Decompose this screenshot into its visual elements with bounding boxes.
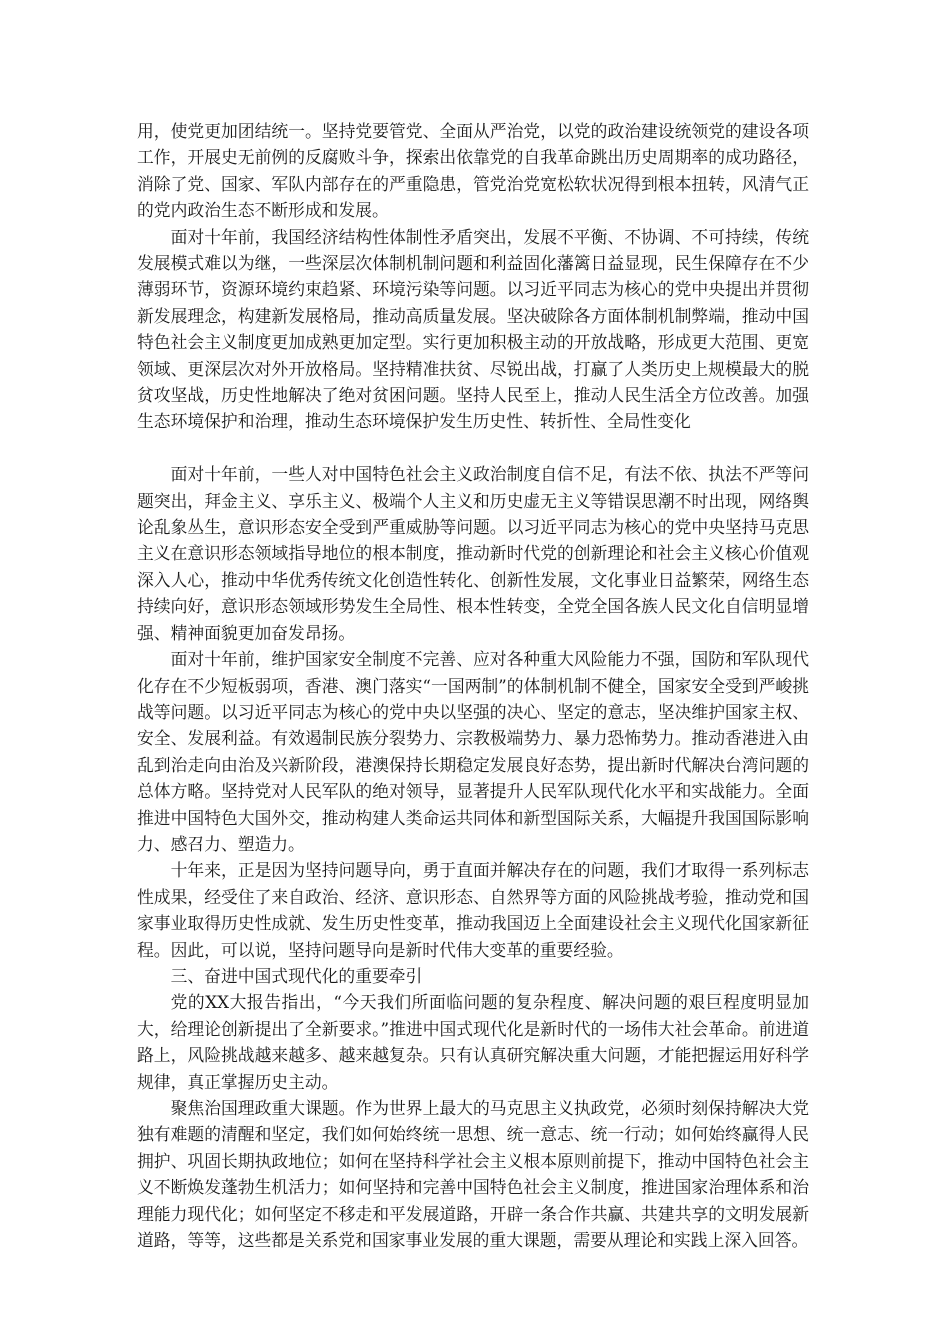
paragraph-summary: 十年来，正是因为坚持问题导向，勇于直面并解决存在的问题，我们才取得一系列标志性成果，经受住了来自政治、经济、意识形态、自然界等方面的风险挑战考验，推动党和国家事业取得历史性成就、发生历史性变革，推动我国迈上全面建设社会主义现代化国家新征程。因此，可以说，坚持问题导向是新时代伟大变革的重要经验。 [137, 860, 809, 960]
paragraph-ideology: 面对十年前，一些人对中国特色社会主义政治制度自信不足，有法不依、执法不严等问题突出，拜金主义、享乐主义、极端个人主义和历史虚无主义等错误思潮不时出现，网络舆论乱象丛生，意识形态安全受到严重威胁等问题。以习近平同志为核心的党中央坚持马克思主义在意识形态领域指导地位的根本制度，推动新时代党的创新理论和社会主义核心价值观深入人心，推动中华优秀传统文化创造性转化、创新性发展，文化事业日益繁荣，网络生态持续向好，意识形态领域形势发生全局性、根本性转变，全党全国各族人民文化自信明显增强、精神面貌更加奋发昂扬。 [137, 464, 809, 643]
paragraph-continuation: 用，使党更加团结统一。坚持党要管党、全面从严治党，以党的政治建设统领党的建设各项工作，开展史无前例的反腐败斗争，探索出依靠党的自我革命跳出历史周期率的成功路径，消除了党、国家、军队内部存在的严重隐患，管党治党宽松软状况得到根本扭转，风清气正的党内政治生态不断形成和发展。 [137, 121, 809, 221]
paragraph-economy: 面对十年前，我国经济结构性体制性矛盾突出，发展不平衡、不协调、不可持续，传统发展模式难以为继，一些深层次体制机制问题和利益固化藩篱日益显现，民生保障存在不少薄弱环节，资源环境约束趋紧、环境污染等问题。以习近平同志为核心的党中央提出并贯彻新发展理念，构建新发展格局，推动高质量发展。坚决破除各方面体制机制弊端，推动中国特色社会主义制度更加成熟更加定型。实行更加积极主动的开放战略，形成更大范围、更宽领域、更深层次对外开放格局。坚持精准扶贫、尽锐出战，打赢了人类历史上规模最大的脱贫攻坚战，历史性地解决了绝对贫困问题。坚持人民至上，推动人民生活全方位改善。加强生态环境保护和治理，推动生态环境保护发生历史性、转折性、全局性变化 [137, 226, 809, 432]
section-heading: 三、奋进中国式现代化的重要牵引 [170, 965, 423, 986]
paragraph-spacer [137, 435, 809, 461]
paragraph-security: 面对十年前，维护国家安全制度不完善、应对各种重大风险能力不强，国防和军队现代化存在不少短板弱项，香港、澳门落实“一国两制”的体制机制不健全，国家安全受到严峻挑战等问题。以习近平同志为核心的党中央以坚强的决心、坚定的意志，坚决维护国家主权、安全、发展利益。有效遏制民族分裂势力、宗教极端势力、暴力恐怖势力。推动香港进入由乱到治走向由治及兴新阶段，港澳保持长期稳定发展良好态势，提出新时代解决台湾问题的总体方略。坚持党对人民军队的绝对领导，显著提升人民军队现代化水平和实战能力。全面推进中国特色大国外交，推动构建人类命运共同体和新型国际关系，大幅提升我国国际影响力、感召力、塑造力。 [137, 649, 809, 854]
paragraph-governance: 聚焦治国理政重大课题。作为世界上最大的马克思主义执政党，必须时刻保持解决大党独有难题的清醒和坚定，我们如何始终统一思想、统一意志、统一行动；如何始终赢得人民拥护、巩固长期执政地位；如何在坚持科学社会主义根本原则前提下，推动中国特色社会主义不断焕发蓬勃生机活力；如何坚持和完善中国特色社会主义制度，推进国家治理体系和治理能力现代化；如何坚定不移走和平发展道路，开辟一条合作共赢、共建共享的文明发展新道路，等等，这些都是关系党和国家事业发展的重大课题，需要从理论和实践上深入回答。 [137, 1098, 809, 1251]
paragraph-report: 党的XX大报告指出，“今天我们所面临问题的复杂程度、解决问题的艰巨程度明显加大，给理论创新提出了全新要求。”推进中国式现代化是新时代的一场伟大社会革命。前进道路上，风险挑战越来越多、越来越复杂。只有认真研究解决重大问题，才能把握运用好科学规律，真正掌握历史主动。 [137, 992, 809, 1092]
document-body [137, 118, 809, 1253]
